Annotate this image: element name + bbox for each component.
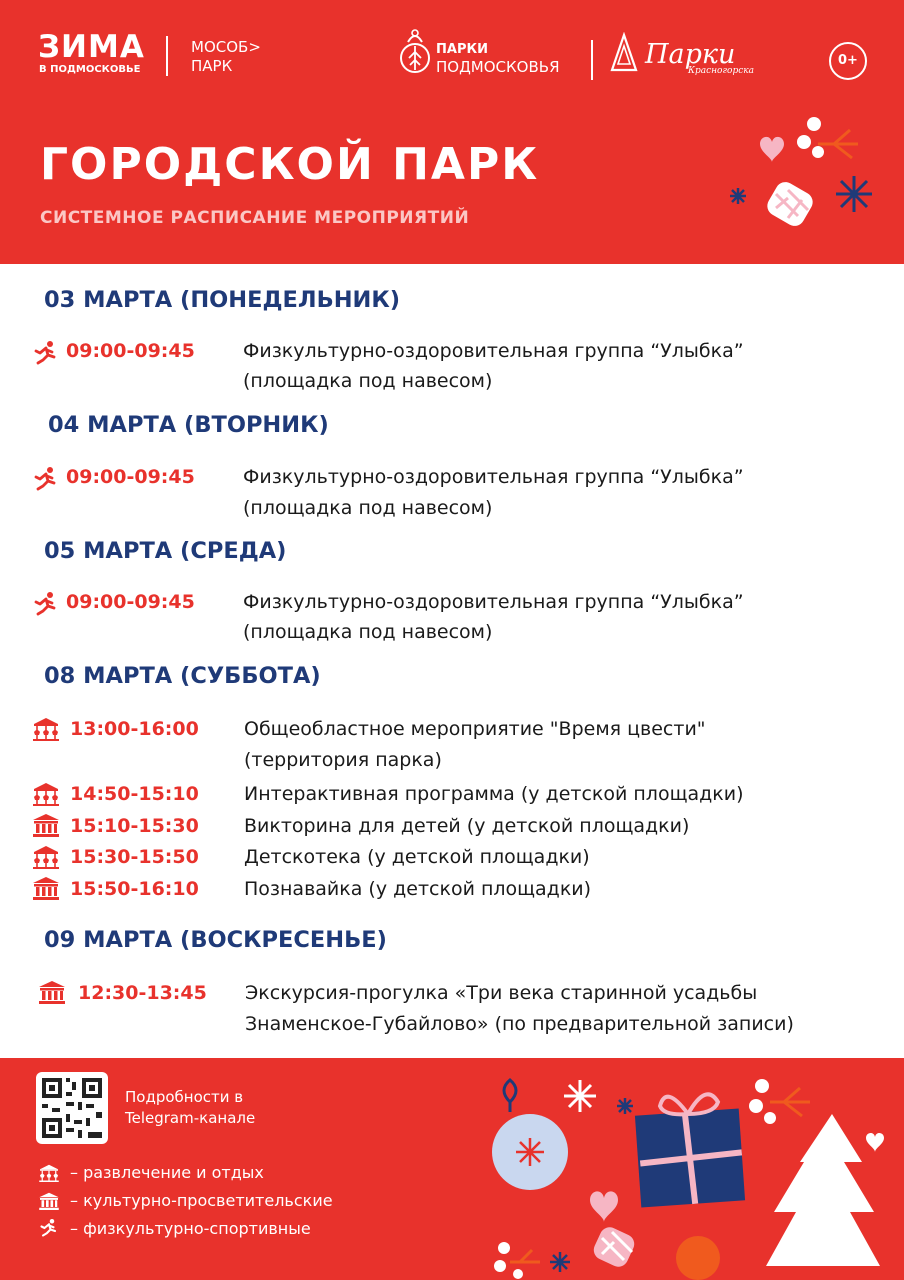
berries-icon [749,1079,810,1124]
event-time: 12:30-13:45 [78,982,207,1004]
orange-fruit-icon [676,1236,720,1280]
qr-code-icon[interactable] [36,1072,108,1144]
heart-icon [590,1191,618,1222]
logo-zima: ЗИМА [38,29,145,65]
ornament-ball-icon [492,1080,568,1190]
runner-icon [32,592,60,616]
day-title: 08 МАРТА (СУББОТА) [44,663,321,689]
event-description: Интерактивная программа (у детской площадки) [244,783,744,805]
logo-zima-subtitle: В ПОДМОСКОВЬЕ [39,64,141,75]
page-title: ГОРОДСКОЙ ПАРК [40,139,540,190]
museum-icon [38,1192,60,1210]
event-time: 15:10-15:30 [70,815,199,837]
event-location: (площадка под навесом) [243,370,493,392]
logo-parki-line1: ПАРКИ [436,42,488,57]
event-description: Детскотека (у детской площадки) [244,846,590,868]
event-description: Познавайка (у детской площадки) [244,878,592,900]
berries-icon-2 [494,1242,540,1279]
day-title: 03 МАРТА (ПОНЕДЕЛЬНИК) [44,287,401,313]
berries-icon [797,117,858,158]
logo-divider-2 [591,40,593,80]
carousel-icon [38,1164,60,1182]
footer-banner [0,1058,904,1280]
day-title: 05 МАРТА (СРЕДА) [44,538,287,564]
event-location: (площадка под навесом) [243,497,493,519]
event-time: 09:00-09:45 [66,591,195,613]
museum-icon [32,876,60,900]
telegram-hint-line2: Telegram-канале [125,1109,256,1127]
mitten-icon [591,1224,638,1270]
snowflake-icon [836,176,872,212]
small-heart-icon [866,1133,884,1152]
logo-divider [166,36,168,76]
snowflake-icon-2 [550,1252,570,1272]
legend-sport: – физкультурно-спортивные [70,1219,311,1238]
logo-mosobpark-line1: МОСОБ> [191,38,261,56]
small-snowflake-icon [617,1098,633,1114]
event-description: Физкультурно-оздоровительная группа “Улыбка” [243,340,744,362]
logo-krasnogorsk-sub: Красногорска [688,66,754,76]
event-location: (территория парка) [244,749,442,771]
runner-icon [32,467,60,491]
footer-decoration-icons [470,1072,904,1280]
event-time: 15:50-16:10 [70,878,199,900]
event-description: Физкультурно-оздоровительная группа “Улыбка” [243,591,744,613]
logo-mosobpark [191,38,261,76]
snowflake-icon [564,1080,596,1112]
event-time: 09:00-09:45 [66,466,195,488]
small-snowflake-icon [730,188,746,204]
event-location: (площадка под навесом) [243,621,493,643]
logo-krasnogorsk: Парки [645,39,736,70]
event-description: Викторина для детей (у детской площадки) [244,815,690,837]
carousel-icon [32,717,60,741]
event-time: 13:00-16:00 [70,718,199,740]
krasnogorsk-tree-icon [604,32,644,76]
telegram-hint-line1: Подробности в [125,1088,244,1106]
event-time: 15:30-15:50 [70,846,199,868]
mitten-icon [764,178,817,229]
museum-icon [32,813,60,837]
header-banner [0,0,904,264]
page-subtitle: СИСТЕМНОЕ РАСПИСАНИЕ МЕРОПРИЯТИЙ [40,208,470,228]
event-time: 09:00-09:45 [66,340,195,362]
day-title: 04 МАРТА (ВТОРНИК) [48,412,329,438]
event-description: Общеобластное мероприятие "Время цвести" [244,718,706,740]
header-decoration-icons [730,110,890,240]
day-title: 09 МАРТА (ВОСКРЕСЕНЬЕ) [44,927,387,953]
museum-icon [38,980,66,1004]
event-description: Экскурсия-прогулка «Три века старинной усадьбы [245,982,758,1004]
gift-box-icon [635,1094,745,1207]
runner-icon [38,1219,60,1237]
carousel-icon [32,845,60,869]
parki-podmoskovya-emblem-icon [398,28,432,76]
legend-entertainment: – развлечение и отдых [70,1163,264,1182]
logo-parki-line2: ПОДМОСКОВЬЯ [436,58,560,76]
event-time: 14:50-15:10 [70,783,199,805]
telegram-hint [125,1087,255,1129]
runner-icon [32,341,60,365]
carousel-icon [32,782,60,806]
christmas-tree-icon [766,1114,880,1266]
age-rating-badge: 0+ [829,42,867,80]
legend-cultural: – культурно-просветительские [70,1191,333,1210]
event-description-line2: Знаменское-Губайлово» (по предварительной записи) [245,1013,794,1035]
event-description: Физкультурно-оздоровительная группа “Улыбка” [243,466,744,488]
logo-mosobpark-line2: ПАРК [191,57,233,75]
heart-icon [760,137,784,162]
